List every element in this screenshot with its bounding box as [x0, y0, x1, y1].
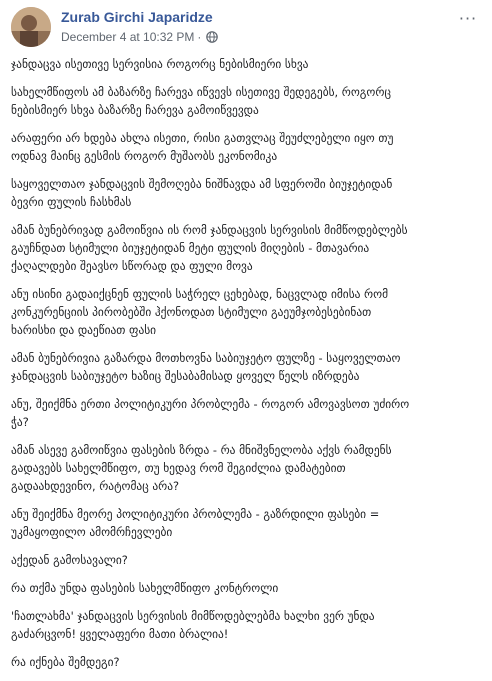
post-paragraph [11, 83, 481, 119]
post-meta [61, 29, 218, 45]
post-text-line: ანუ ისინი გადაიქცნენ ფულის საჭრელ ცეხებად, ნაცვლად იმისა რომ [11, 287, 389, 301]
post-text-line: ამან ასევე გამოიწვია ფასების ზრდა - რა მნიშვნელობა აქვს რამდენს [11, 443, 392, 457]
post-text-line: ამან ბუნებრივად გამოიწვია ის რომ ჯანდაცვის სერვისის მიმწოდებლებს [11, 223, 408, 237]
post-text-line: საყოველთაო ჯანდაცვის შემოღება ნიშნავდა ამ სფეროში ბიუჯეტიდან [11, 177, 393, 191]
post-paragraph [11, 55, 481, 73]
post-text-line: ანუ შეიქმნა მეორე პოლიტიკური პრობლემა - გაზრდილი ფასები = [11, 507, 380, 521]
post-paragraph [11, 607, 481, 643]
post-paragraph [11, 175, 481, 211]
post-text-line: ქაღალდები შეავსო სწორად და ფული მოვა [11, 259, 253, 273]
post-text-line: ამან ბუნებრივია გაზარდა მოთხოვნა საბიუჯეტო ფულზე - საყოველთაო [11, 351, 401, 365]
author-avatar[interactable] [11, 7, 51, 47]
post-paragraph [11, 285, 481, 339]
post-paragraph [11, 653, 481, 671]
post-paragraph [11, 129, 481, 165]
post-paragraph [11, 441, 481, 495]
globe-icon[interactable] [206, 31, 218, 43]
post-timestamp[interactable]: December 4 at 10:32 PM [61, 30, 195, 44]
post-text-line: გაძარცვონ! ყველაფერი მათი ბრალია! [11, 627, 229, 641]
post-text-line: გადავებს სახელმწიფო, თუ ხედავ რომ შეგიძლია დამატებით [11, 461, 346, 475]
post-paragraph [11, 221, 481, 275]
post-text-line: არაფერი არ ხდება ახლა ისეთი, რისი გათვლაც შეუძლებელი იყო თუ [11, 131, 394, 145]
post-text-line: ჯანდაცვის საბიუჯეტო ხაზიც შესაბამისად ყოველ წელს იზრდება [11, 369, 360, 383]
post-text-line: 'ჩათლახმა' ჯანდაცვის სერვისის მიმწოდებლებმა ხალხი ვერ უნდა [11, 609, 375, 623]
more-options-icon[interactable]: ··· [458, 8, 478, 28]
post-text-line: ოდნავ მაინც გესმის როგორ მუშაობს ეკონომიკა [11, 149, 278, 163]
post-text-line: კონკურენციის პირობებში ჰქონოდათ სტიმული გაეუმჯობესებინათ [11, 305, 372, 319]
post-text-line: გადაახდევინო, რატომაც არა? [11, 479, 180, 493]
post-text-line: რა თქმა უნდა ფასების სახელმწიფო კონტროლი [11, 581, 279, 595]
post-body [11, 55, 481, 681]
meta-separator: · [197, 30, 202, 44]
post-text-line: აქედან გამოსავალი? [11, 553, 128, 567]
post-paragraph [11, 505, 481, 541]
post-text-line: ჭა? [11, 415, 29, 429]
post-text-line: ბევრი ფულის ჩასხმას [11, 195, 132, 209]
post-paragraph [11, 579, 481, 597]
post-text-line: უკმაყოფილო ამომრჩევლები [11, 525, 173, 539]
post-text-line: ნებისმიერ სხვა ბაზარზე ჩარევა გამოიწვევდა [11, 103, 259, 117]
author-name[interactable]: Zurab Girchi Japaridze [61, 9, 213, 25]
post-text-line: ანუ, შეიქმნა ერთი პოლიტიკური პრობლემა - როგორ ამოვავსოთ უძირო [11, 397, 410, 411]
post-text-line: გაუჩნდათ სტიმული ბიუჯეტიდან მეტი ფულის მიღების - მთავარია [11, 241, 370, 255]
post-paragraph [11, 395, 481, 431]
post-paragraph [11, 551, 481, 569]
post-text-line: ხარისხი და დაეწიათ ფასი [11, 323, 157, 337]
post-paragraph [11, 349, 481, 385]
post-header [0, 0, 492, 52]
post-text-line: სახელმწიფოს ამ ბაზარზე ჩარევა იწვევს ისეთივე შედეგებს, როგორც [11, 85, 391, 99]
post-text-line: რა იქნება შემდეგი? [11, 655, 120, 669]
post-text-line: ჯანდაცვა ისეთივე სერვისია როგორც ნებისმიერი სხვა [11, 57, 309, 71]
